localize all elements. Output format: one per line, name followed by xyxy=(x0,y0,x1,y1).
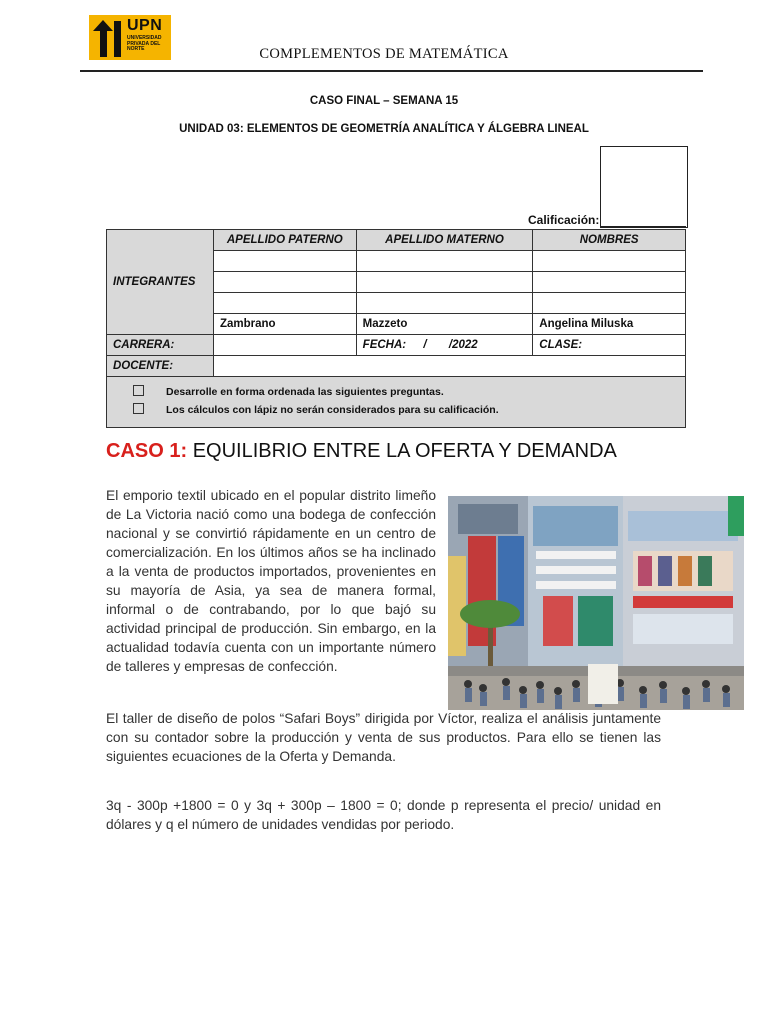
logo-text: UPN xyxy=(127,17,163,34)
docente-field[interactable] xyxy=(213,356,685,377)
fecha-label: FECHA: xyxy=(362,339,407,351)
fecha-value: / /2022 xyxy=(423,339,478,351)
exam-title: CASO FINAL – SEMANA 15 xyxy=(309,95,459,107)
grade-underline xyxy=(600,226,686,227)
case-paragraph-3: 3q - 300p +1800 = 0 y 3q + 300p – 1800 = 0; donde p representa el precio/ unidad en dólares y q el número de unidades vendidas por periodo. xyxy=(106,798,661,832)
case-paragraph-1: El emporio textil ubicado en el popular distrito limeño de La Victoria nació como una bodega de confección nacional y se convirtió rápidamente en un centro de comercialización. En los últimos años se ha inclinado a la venta de productos importados, provenientes en su mayoría de Asia, ya sea de manera formal, informal o de contrabando, por lo que bajó su actividad principal de producción. Sin embargo, en la actualidad todavía cuenta con un importante número de talleres y empresas de confección. xyxy=(106,488,436,674)
member-cell[interactable] xyxy=(533,293,686,314)
instruction-item: Los cálculos con lápiz no serán considerados para su calificación. xyxy=(113,401,679,419)
member-cell[interactable] xyxy=(213,272,356,293)
header-nombres: NOMBRES xyxy=(533,230,686,251)
logo-subtitle: UNIVERSIDAD PRIVADA DEL NORTE xyxy=(127,35,162,53)
clase-label[interactable]: CLASE: xyxy=(533,335,686,356)
header-apellido-materno: APELLIDO MATERNO xyxy=(356,230,533,251)
docente-label: DOCENTE: xyxy=(107,356,214,377)
member-nombres[interactable]: Angelina Miluska xyxy=(533,314,686,335)
member-apellido-materno[interactable]: Mazzeto xyxy=(356,314,533,335)
instructions-box xyxy=(107,377,686,428)
checkbox-icon xyxy=(133,403,144,414)
header-divider xyxy=(80,70,703,72)
member-apellido-paterno[interactable]: Zambrano xyxy=(213,314,356,335)
header-apellido-paterno: APELLIDO PATERNO xyxy=(213,230,356,251)
instruction-item: Desarrolle en forma ordenada las siguientes preguntas. xyxy=(113,383,679,401)
student-info-table xyxy=(106,229,686,428)
member-cell[interactable] xyxy=(213,293,356,314)
grade-label: Calificación: xyxy=(528,213,600,227)
grade-box[interactable] xyxy=(600,146,688,228)
fecha-field[interactable] xyxy=(356,335,533,356)
carrera-field[interactable] xyxy=(213,335,356,356)
textile-district-photo xyxy=(448,496,744,710)
case-label: CASO 1: xyxy=(106,440,188,462)
member-cell[interactable] xyxy=(356,272,533,293)
member-cell[interactable] xyxy=(356,293,533,314)
checkbox-icon xyxy=(133,385,144,396)
member-cell[interactable] xyxy=(213,251,356,272)
course-title: COMPLEMENTOS DE MATEMÁTICA xyxy=(259,46,509,62)
unit-title: UNIDAD 03: ELEMENTOS DE GEOMETRÍA ANALÍTICA Y ÁLGEBRA LINEAL xyxy=(179,123,589,135)
integrantes-label: INTEGRANTES xyxy=(107,230,214,335)
member-cell[interactable] xyxy=(533,251,686,272)
case-title: EQUILIBRIO ENTRE LA OFERTA Y DEMANDA xyxy=(192,440,617,462)
case-heading xyxy=(106,440,617,463)
carrera-label: CARRERA: xyxy=(107,335,214,356)
case-paragraph-2: El taller de diseño de polos “Safari Boys” dirigida por Víctor, realiza el análisis juntamente con su contador sobre la producción y venta de sus productos. Para ello se tienen las siguientes ecuaciones de la Oferta y Demanda. xyxy=(106,711,661,764)
member-cell[interactable] xyxy=(356,251,533,272)
member-cell[interactable] xyxy=(533,272,686,293)
